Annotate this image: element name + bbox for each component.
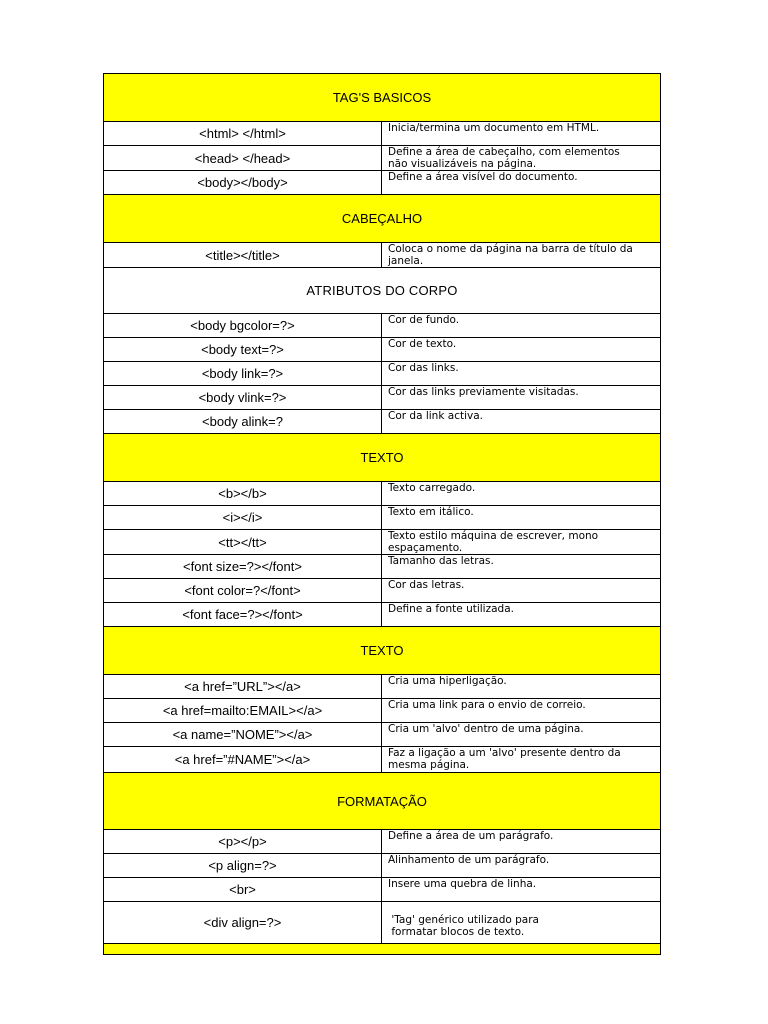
table-row — [104, 830, 660, 854]
tag-cell: <body bgcolor=?> — [104, 314, 382, 337]
table-row — [104, 530, 660, 555]
table-row — [104, 386, 660, 410]
table-row — [104, 314, 660, 338]
tag-cell: <a name=”NOME”></a> — [104, 723, 382, 746]
table-row — [104, 362, 660, 386]
description-cell: Faz a ligação a um 'alvo' presente dentro da mesma página. — [388, 747, 621, 771]
tag-cell: <body></body> — [104, 171, 382, 194]
tag-cell: <body alink=? — [104, 410, 382, 433]
section-heading: CABEÇALHO — [104, 195, 660, 243]
description-cell: Define a área de cabeçalho, com elementos não visualizáveis na página. — [388, 146, 620, 170]
table-row — [104, 854, 660, 878]
tag-cell: <i></i> — [104, 506, 382, 529]
tag-cell: <b></b> — [104, 482, 382, 505]
description-cell: Texto estilo máquina de escrever, mono espaçamento. — [388, 530, 599, 554]
tag-cell: <br> — [104, 878, 382, 901]
tag-cell: <body link=?> — [104, 362, 382, 385]
description-cell: Cor das links. — [388, 362, 459, 374]
table-row — [104, 902, 660, 944]
tag-cell: <tt></tt> — [104, 530, 382, 554]
description-cell: Inicia/termina um documento em HTML. — [388, 122, 600, 134]
table-row — [104, 579, 660, 603]
tag-cell: <a href=mailto:EMAIL></a> — [104, 699, 382, 722]
table-row — [104, 338, 660, 362]
description-cell: Cria uma hiperligação. — [388, 675, 507, 687]
table-row — [104, 878, 660, 902]
description-cell: Texto carregado. — [388, 482, 476, 494]
tag-cell: <p></p> — [104, 830, 382, 853]
description-cell: Define a área de um parágrafo. — [388, 830, 554, 842]
description-cell: Cor de texto. — [388, 338, 457, 350]
table-row — [104, 122, 660, 146]
section-heading: TEXTO — [104, 627, 660, 675]
tag-cell: <p align=?> — [104, 854, 382, 877]
tag-cell: <div align=?> — [104, 902, 382, 943]
description-cell: Texto em itálico. — [388, 506, 474, 518]
table-row — [104, 171, 660, 195]
tag-cell: <a href=”URL”></a> — [104, 675, 382, 698]
tag-cell: <body vlink=?> — [104, 386, 382, 409]
table-row — [104, 723, 660, 747]
table-row — [104, 555, 660, 579]
closing-band — [104, 944, 660, 954]
description-cell: 'Tag' genérico utilizado para formatar blocos de texto. — [391, 914, 539, 938]
section-heading: TEXTO — [104, 434, 660, 482]
table-row — [104, 410, 660, 434]
table-row — [104, 506, 660, 530]
description-cell: Insere uma quebra de linha. — [388, 878, 537, 890]
section-heading: ATRIBUTOS DO CORPO — [104, 268, 660, 314]
description-cell: Cor da link activa. — [388, 410, 483, 422]
description-cell: Coloca o nome da página na barra de título da janela. — [388, 243, 633, 267]
tag-cell: <html> </html> — [104, 122, 382, 145]
table-row — [104, 747, 660, 773]
description-cell: Cor das links previamente visitadas. — [388, 386, 579, 398]
description-cell: Tamanho das letras. — [388, 555, 494, 567]
tag-cell: <title></title> — [104, 243, 382, 267]
description-cell: Cor das letras. — [388, 579, 465, 591]
html-tags-table — [103, 73, 661, 955]
description-cell: Cor de fundo. — [388, 314, 460, 326]
section-heading: TAG'S BASICOS — [104, 74, 660, 122]
tag-cell: <a href=”#NAME”></a> — [104, 747, 382, 772]
description-cell: Cria uma link para o envio de correio. — [388, 699, 586, 711]
tag-cell: <font color=?</font> — [104, 579, 382, 602]
table-row — [104, 146, 660, 171]
table-row — [104, 243, 660, 268]
tag-cell: <font face=?></font> — [104, 603, 382, 626]
description-cell: Alinhamento de um parágrafo. — [388, 854, 550, 866]
table-row — [104, 675, 660, 699]
table-row — [104, 482, 660, 506]
description-cell: Define a área visível do documento. — [388, 171, 578, 183]
table-row — [104, 603, 660, 627]
tag-cell: <body text=?> — [104, 338, 382, 361]
tag-cell: <font size=?></font> — [104, 555, 382, 578]
description-cell: Cria um 'alvo' dentro de uma página. — [388, 723, 584, 735]
section-heading: FORMATAÇÃO — [104, 773, 660, 830]
tag-cell: <head> </head> — [104, 146, 382, 170]
description-cell: Define a fonte utilizada. — [388, 603, 514, 615]
table-row — [104, 699, 660, 723]
